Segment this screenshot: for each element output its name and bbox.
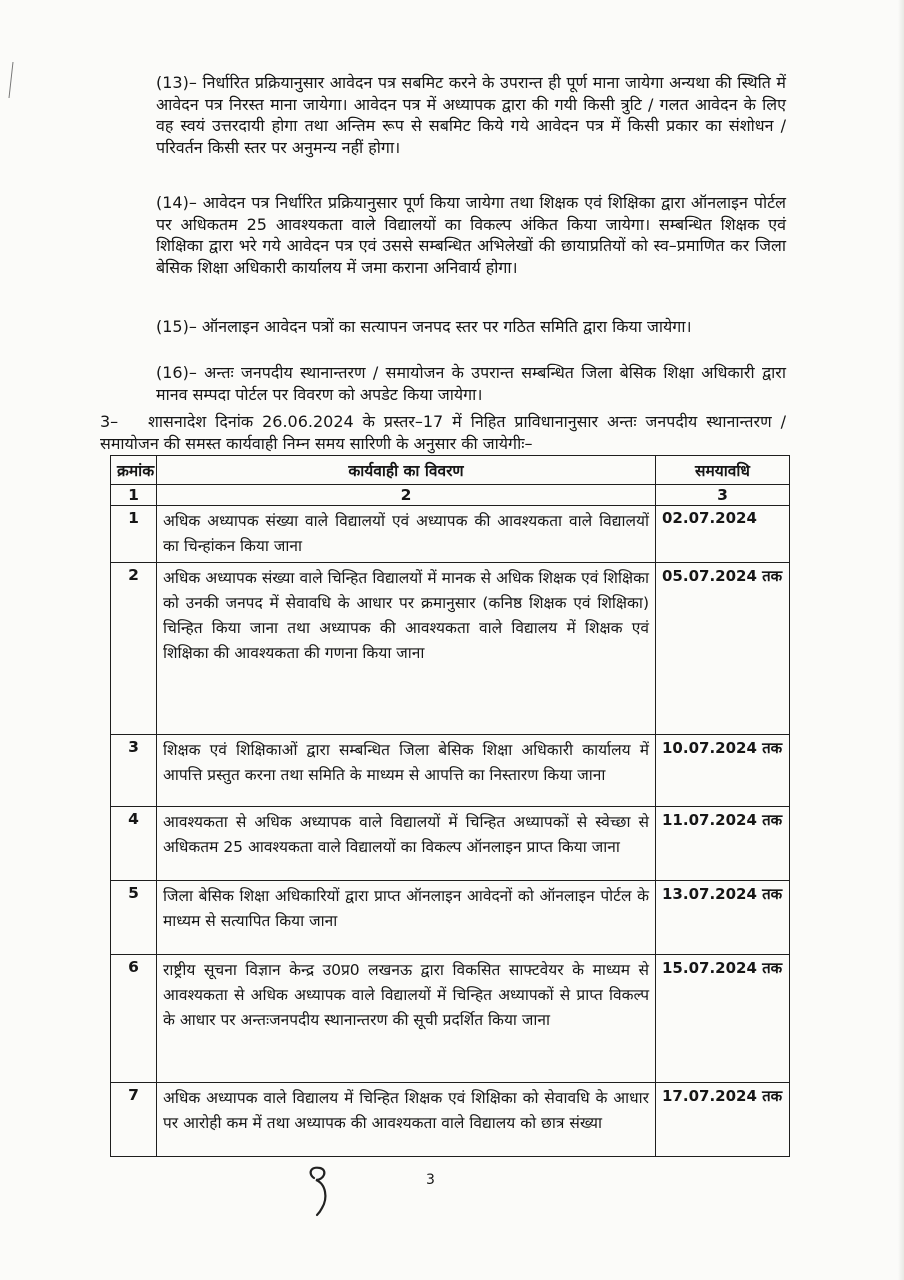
column-number: 1	[111, 485, 157, 506]
section-3-number: 3–	[100, 412, 119, 431]
table-row	[111, 563, 790, 735]
schedule-table	[110, 455, 790, 1157]
row-description: अधिक अध्यापक संख्या वाले चिन्हित विद्यालयों में मानक से अधिक शिक्षक एवं शिक्षिका को उनकी जनपद में सेवावधि के आधार पर क्रमानुसार (कनिष्ठ शिक्षक एवं शिक्षिका) चिन्हित किया जाना तथा अध्यापक की आवश्यकता वाले विद्यालय में शिक्षक एवं शिक्षिका की आवश्यकता की गणना किया जाना	[157, 563, 656, 735]
table-row	[111, 881, 790, 955]
column-number: 2	[157, 485, 656, 506]
row-serial: 6	[111, 955, 157, 1083]
table-header-row	[111, 456, 790, 485]
page-number: 3	[426, 1172, 435, 1188]
row-serial: 1	[111, 506, 157, 563]
paragraph-13: (13)– निर्धारित प्रक्रियानुसार आवेदन पत्र सबमिट करने के उपरान्त ही पूर्ण माना जायेगा अन्यथा की स्थिति में आवेदन पत्र निरस्त माना जायेगा। आवेदन पत्र में अध्यापक द्वारा की गयी किसी त्रुटि / गलत आवेदन के लिए वह स्वयं उत्तरदायी होगा तथा अन्तिम रूप से सबमिट किये गये आवेदन पत्र में किसी प्रकार का संशोधन / परिवर्तन किसी स्तर पर अनुमन्य नहीं होगा।	[156, 73, 786, 157]
column-number-row	[111, 485, 790, 506]
row-description: जिला बेसिक शिक्षा अधिकारियों द्वारा प्राप्त ऑनलाइन आवेदनों को ऑनलाइन पोर्टल के माध्यम से सत्यापित किया जाना	[157, 881, 656, 955]
row-date: 10.07.2024 तक	[656, 735, 790, 807]
table-row	[111, 807, 790, 881]
section-3	[100, 411, 786, 454]
row-serial: 7	[111, 1083, 157, 1157]
table-row	[111, 735, 790, 807]
row-date: 02.07.2024	[656, 506, 790, 563]
row-date: 13.07.2024 तक	[656, 881, 790, 955]
row-serial: 3	[111, 735, 157, 807]
paragraph-14: (14)– आवेदन पत्र निर्धारित प्रक्रियानुसार पूर्ण किया जायेगा तथा शिक्षक एवं शिक्षिका द्वारा ऑनलाइन पोर्टल पर अधिकतम 25 आवश्यकता वाले विद्यालयों का विकल्प अंकित किया जायेगा। सम्बन्धित शिक्षक एवं शिक्षिका द्वारा भरे गये आवेदन पत्र एवं उससे सम्बन्धित अभिलेखों की छायाप्रतियों को स्व–प्रमाणित कर जिला बेसिक शिक्षा अधिकारी कार्यालय में जमा कराना अनिवार्य होगा।	[156, 193, 786, 277]
margin-line-icon	[4, 60, 16, 100]
section-3-text: शासनादेश दिनांक 26.06.2024 के प्रस्तर–17 में निहित प्राविधानानुसार अन्तः जनपदीय स्थानान्तरण / समायोजन की समस्त कार्यवाही निम्न समय सारिणी के अनुसार की जायेगीः–	[100, 412, 786, 453]
row-date: 17.07.2024 तक	[656, 1083, 790, 1157]
table-row	[111, 1083, 790, 1157]
row-description: शिक्षक एवं शिक्षिकाओं द्वारा सम्बन्धित जिला बेसिक शिक्षा अधिकारी कार्यालय में आपत्ति प्रस्तुत करना तथा समिति के माध्यम से आपत्ति का निस्तारण किया जाना	[157, 735, 656, 807]
scan-edge	[898, 0, 904, 1280]
header-description: कार्यवाही का विवरण	[157, 456, 656, 485]
column-number: 3	[656, 485, 790, 506]
paragraph-15: (15)– ऑनलाइन आवेदन पत्रों का सत्यापन जनपद स्तर पर गठित समिति द्वारा किया जायेगा।	[156, 317, 692, 336]
row-serial: 2	[111, 563, 157, 735]
row-serial: 5	[111, 881, 157, 955]
table-row	[111, 955, 790, 1083]
row-description: राष्ट्रीय सूचना विज्ञान केन्द्र उ0प्र0 लखनऊ द्वारा विकसित साफ्टवेयर के माध्यम से आवश्यकता से अधिक अध्यापक वाले विद्यालयों में चिन्हित अध्यापकों से प्राप्त विकल्प के आधार पर अन्तःजनपदीय स्थानान्तरण की सूची प्रदर्शित किया जाना	[157, 955, 656, 1083]
row-date: 05.07.2024 तक	[656, 563, 790, 735]
header-time-period: समयावधि	[656, 456, 790, 485]
handwritten-initial-icon	[300, 1160, 340, 1220]
row-date: 15.07.2024 तक	[656, 955, 790, 1083]
row-date: 11.07.2024 तक	[656, 807, 790, 881]
row-description: अधिक अध्यापक वाले विद्यालय में चिन्हित शिक्षक एवं शिक्षिका को सेवावधि के आधार पर आरोही कम में तथा अध्यापक की आवश्यकता वाले विद्यालय को छात्र संख्या	[157, 1083, 656, 1157]
row-serial: 4	[111, 807, 157, 881]
paragraph-16: (16)– अन्तः जनपदीय स्थानान्तरण / समायोजन के उपरान्त सम्बन्धित जिला बेसिक शिक्षा अधिकारी द्वारा मानव सम्पदा पोर्टल पर विवरण को अपडेट किया जायेगा।	[156, 363, 786, 404]
row-description: अधिक अध्यापक संख्या वाले विद्यालयों एवं अध्यापक की आवश्यकता वाले विद्यालयों का चिन्हांकन किया जाना	[157, 506, 656, 563]
header-serial: क्रमांक	[111, 456, 157, 485]
table-row	[111, 506, 790, 563]
row-description: आवश्यकता से अधिक अध्यापक वाले विद्यालयों में चिन्हित अध्यापकों से स्वेच्छा से अधिकतम 25 आवश्यकता वाले विद्यालयों का विकल्प ऑनलाइन प्राप्त किया जाना	[157, 807, 656, 881]
